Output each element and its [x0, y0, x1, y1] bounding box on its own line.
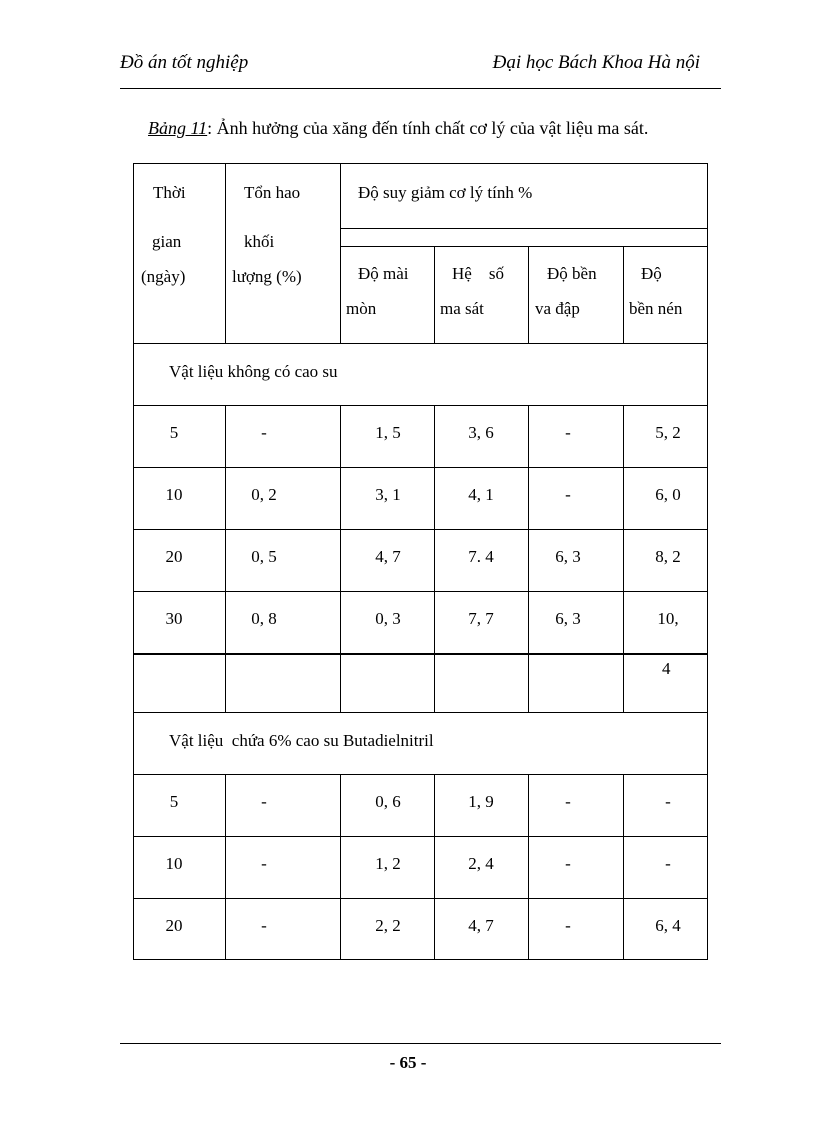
table-cell: 1, 9	[468, 792, 494, 811]
table-cell: 30	[165, 609, 183, 628]
grid-vline-4	[528, 774, 529, 960]
head-time-line2: gian	[152, 232, 182, 251]
grid-line-head-end	[134, 343, 708, 344]
table-cell: -	[565, 792, 571, 811]
grid-line-row	[134, 836, 708, 837]
header-university: Đại học Bách Khoa Hà nội	[492, 52, 700, 73]
table-cell: 0, 8	[251, 609, 277, 628]
table-cell: 10,	[657, 609, 679, 628]
table-cell: 5, 2	[655, 423, 681, 442]
head-impact-line2: va đập	[535, 299, 580, 318]
table-cell: 3, 1	[375, 485, 401, 504]
table-cell: 3, 6	[468, 423, 494, 442]
table-cell: 6, 3	[555, 609, 581, 628]
table-cell: -	[565, 423, 571, 442]
table-cell: 4, 7	[375, 547, 401, 566]
grid-line-thick	[134, 653, 708, 655]
grid-line-sub	[340, 246, 708, 247]
grid-vline-4	[528, 405, 529, 712]
head-wear-line2: mòn	[346, 299, 377, 318]
table-cell: 7. 4	[468, 547, 494, 566]
table-cell: 2, 4	[468, 854, 494, 873]
page-number: - 65 -	[389, 1053, 427, 1072]
grid-vline-1	[225, 405, 226, 712]
table-cell: -	[261, 916, 267, 935]
head-wear-line1: Độ mài	[358, 264, 409, 283]
head-time-line1: Thời	[153, 183, 186, 202]
table-cell: -	[261, 423, 267, 442]
head-loss-line3: lượng (%)	[232, 267, 302, 286]
table-cell: 6, 4	[655, 916, 681, 935]
table-caption	[148, 118, 648, 139]
grid-vline-5	[623, 405, 624, 712]
table-cell: 0, 5	[251, 547, 277, 566]
grid-line-row	[134, 529, 708, 530]
grid-line-section2	[134, 774, 708, 775]
grid-vline-5	[623, 246, 624, 343]
table-cell: 6, 3	[555, 547, 581, 566]
table-cell: 6, 0	[655, 485, 681, 504]
table-cell: 5	[169, 792, 179, 811]
footer-rule	[120, 1043, 721, 1044]
head-friction-line1: Hệ số	[452, 264, 504, 283]
table-cell: 5	[169, 423, 179, 442]
table-cell: -	[261, 792, 267, 811]
grid-line-row	[134, 467, 708, 468]
head-time-line3: (ngày)	[141, 267, 186, 286]
section-no-rubber: Vật liệu không có cao su	[169, 362, 338, 381]
table-cell: 0, 6	[375, 792, 401, 811]
table-cell: 4, 7	[468, 916, 494, 935]
header-doc-title: Đồ án tốt nghiệp	[120, 52, 249, 73]
head-impact-line1: Độ bền	[547, 264, 597, 283]
head-compress-line1: Độ	[641, 264, 662, 283]
table-cell: 10	[165, 854, 183, 873]
head-compress-line2: bền nén	[629, 299, 683, 318]
grid-vline-3	[434, 405, 435, 712]
grid-line-row	[134, 898, 708, 899]
table-caption-text: : Ảnh hưởng của xăng đến tính chất cơ lý của vật liệu ma sát.	[207, 118, 649, 138]
table-cell: 20	[165, 916, 183, 935]
head-loss-line1: Tổn hao	[244, 183, 301, 202]
table-cell-overflow: 4	[662, 659, 671, 678]
table-cell: -	[565, 916, 571, 935]
section-with-rubber: Vật liệu chứa 6% cao su Butadielnitril	[169, 731, 434, 750]
table-cell: 2, 2	[375, 916, 401, 935]
header-rule	[120, 88, 721, 89]
grid-vline-3	[434, 774, 435, 960]
table-cell: 0, 3	[375, 609, 401, 628]
grid-vline-5	[623, 774, 624, 960]
table-cell: 10	[165, 485, 183, 504]
grid-vline-1	[225, 774, 226, 960]
table-cell: -	[261, 854, 267, 873]
table-cell: 20	[165, 547, 183, 566]
grid-line-section1	[134, 405, 708, 406]
grid-line-section2-top	[134, 712, 708, 713]
table-cell: 4, 1	[468, 485, 494, 504]
table-cell: -	[665, 854, 671, 873]
table-caption-label: Bảng 11	[148, 118, 208, 138]
table-cell: -	[565, 854, 571, 873]
table-cell: 1, 5	[375, 423, 401, 442]
table-cell: 7, 7	[468, 609, 494, 628]
grid-vline-3	[434, 246, 435, 343]
grid-vline-2	[340, 164, 341, 343]
grid-vline-2	[340, 774, 341, 960]
grid-vline-4	[528, 246, 529, 343]
head-friction-line2: ma sát	[440, 299, 484, 318]
table-cell: -	[565, 485, 571, 504]
grid-vline-1	[225, 164, 226, 343]
head-loss-line2: khối	[244, 232, 275, 251]
grid-line-row	[134, 591, 708, 592]
table-cell: -	[665, 792, 671, 811]
grid-line-group	[340, 228, 708, 229]
table-cell: 8, 2	[655, 547, 681, 566]
head-group: Độ suy giảm cơ lý tính %	[358, 183, 533, 202]
data-table	[133, 163, 708, 960]
grid-vline-2	[340, 405, 341, 712]
table-cell: 0, 2	[251, 485, 277, 504]
table-cell: 1, 2	[375, 854, 401, 873]
